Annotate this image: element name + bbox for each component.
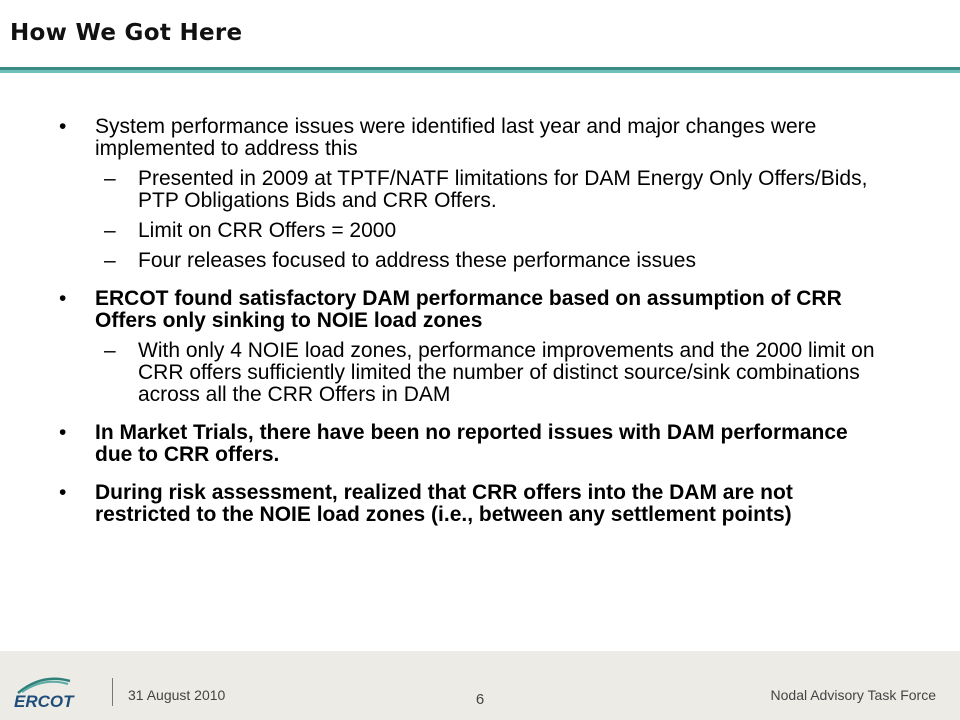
- sub-bullet-item: [0, 220, 878, 242]
- bullet-item: [0, 482, 875, 526]
- title-rule-light: [0, 70, 960, 73]
- sub-bullet-text: Four releases focused to address these performance issues: [138, 249, 696, 272]
- dash-mark: –: [104, 249, 116, 272]
- bullet-item: [0, 116, 875, 160]
- sub-bullet-text: Limit on CRR Offers = 2000: [138, 219, 397, 242]
- footer-organization: Nodal Advisory Task Force: [770, 687, 936, 703]
- bullet-mark: •: [59, 421, 67, 444]
- footer-divider: [112, 678, 113, 706]
- sub-bullet-text: Presented in 2009 at TPTF/NATF limitations for DAM Energy Only Offers/Bids, PTP Obligations Bids and CRR Offers.: [138, 167, 868, 212]
- page-number: 6: [475, 691, 485, 708]
- bullet-group-1: [0, 116, 960, 272]
- bullet-item: [0, 422, 875, 466]
- bullet-mark: •: [59, 115, 67, 138]
- bullet-text: ERCOT found satisfactory DAM performance based on assumption of CRR Offers only sinking to NOIE load zones: [95, 287, 842, 332]
- bullet-text: During risk assessment, realized that CRR offers into the DAM are not restricted to the NOIE load zones (i.e., between any settlement points): [95, 481, 793, 526]
- dash-mark: –: [104, 219, 116, 242]
- sub-bullet-item: [0, 168, 878, 212]
- bullet-text: System performance issues were identified last year and major changes were implemented to address this: [95, 115, 817, 160]
- page-title: How We Got Here: [10, 20, 243, 46]
- ercot-logo: [12, 675, 92, 711]
- logo-text: ERCOT: [14, 692, 74, 711]
- bullet-mark: •: [59, 481, 67, 504]
- slide-body: [0, 116, 960, 542]
- bullet-item: [0, 288, 875, 332]
- bullet-group-2: [0, 288, 960, 406]
- footer-date: 31 August 2010: [128, 687, 226, 703]
- dash-mark: –: [104, 339, 116, 362]
- bullet-text: In Market Trials, there have been no reported issues with DAM performance due to CRR offers.: [95, 421, 848, 466]
- dash-mark: –: [104, 167, 116, 190]
- footer-bar: [0, 651, 960, 720]
- sub-bullet-item: [0, 340, 878, 406]
- bullet-mark: •: [59, 287, 67, 310]
- sub-bullet-text: With only 4 NOIE load zones, performance improvements and the 2000 limit on CRR offers sufficiently limited the number of distinct source/sink combinations across all the CRR Offers in DAM: [138, 339, 875, 406]
- sub-bullet-item: [0, 250, 878, 272]
